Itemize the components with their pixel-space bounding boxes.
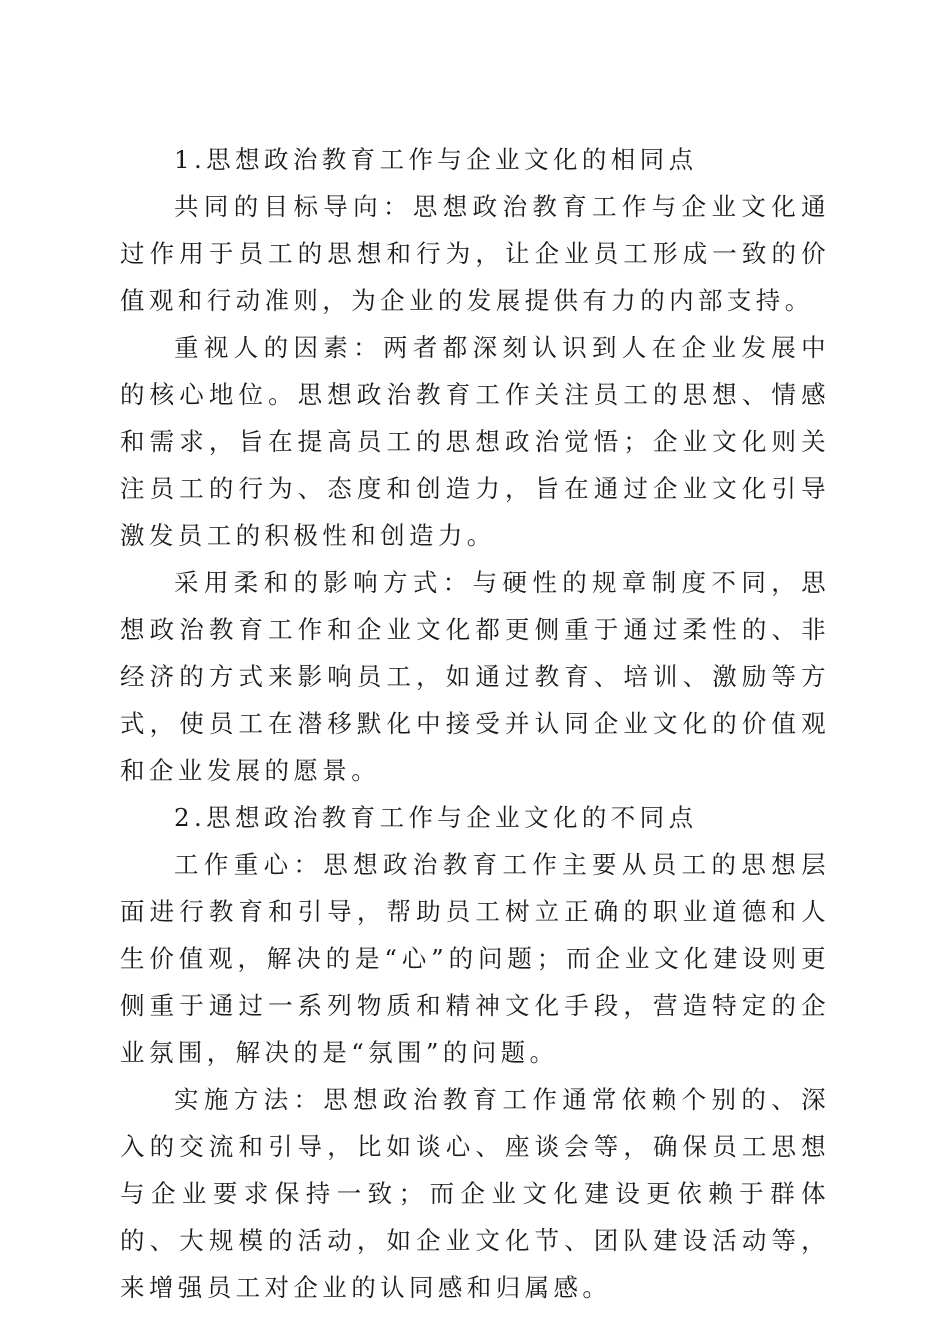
section-heading-differences: 2.思想政治教育工作与企业文化的不同点 — [174, 803, 698, 832]
paragraph-soft-influence: 采用柔和的影响方式：与硬性的规章制度不同，思想政治教育工作和企业文化都更侧重于通过柔性的、非经济的方式来影响员工，如通过教育、培训、激励等方式，使员工在潜移默化中接受并认同企业文化的价值观和企业发展的愿景。 — [120, 568, 830, 785]
paragraph-human-factor: 重视人的因素：两者都深刻认识到人在企业发展中的核心地位。思想政治教育工作关注员工的思想、情感和需求，旨在提高员工的思想政治觉悟；企业文化则关注员工的行为、态度和创造力，旨在通过企业文化引导激发员工的积极性和创造力。 — [120, 333, 830, 550]
paragraph-common-goal: 共同的目标导向：思想政治教育工作与企业文化通过作用于员工的思想和行为，让企业员工形成一致的价值观和行动准则，为企业的发展提供有力的内部支持。 — [120, 192, 830, 315]
paragraph-implementation-method: 实施方法：思想政治教育工作通常依赖个别的、深入的交流和引导，比如谈心、座谈会等，确保员工思想与企业要求保持一致；而企业文化建设更依赖于群体的、大规模的活动，如企业文化节、团队建设活动等，来增强员工对企业的认同感和归属感。 — [120, 1085, 830, 1302]
document-body — [120, 136, 830, 1311]
section-heading-similarities: 1.思想政治教育工作与企业文化的相同点 — [174, 145, 698, 174]
paragraph-work-focus: 工作重心：思想政治教育工作主要从员工的思想层面进行教育和引导，帮助员工树立正确的职业道德和人生价值观，解决的是“心”的问题；而企业文化建设则更侧重于通过一系列物质和精神文化手段，营造特定的企业氛围，解决的是“氛围”的问题。 — [120, 850, 830, 1067]
